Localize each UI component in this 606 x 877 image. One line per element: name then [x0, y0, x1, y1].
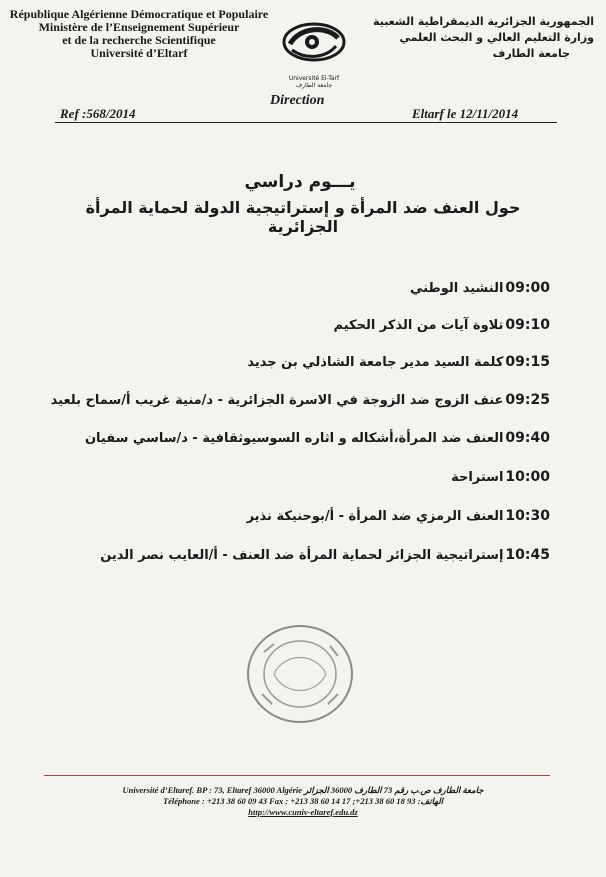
program-text: عنف الزوج ضد الزوجة في الاسرة الجزائرية - د/منية غريب أ/سماح بلعيد: [50, 393, 504, 408]
program-time: 10:45: [505, 547, 550, 563]
header-ar-line2: وزارة التعليم العالي و البحث العلمي: [399, 31, 594, 44]
program-text: تلاوة آيات من الذكر الحكيم: [333, 318, 504, 333]
footer-address: Université d’Eltaref. BP : 73, Eltaref 36000 Algérie جامعة الطارف ص.ب رقم 73 الطارف 36000 الجزائر: [122, 785, 484, 795]
program-text: النشيد الوطني: [410, 281, 504, 296]
program-text: إستراتيجية الجزائر لحماية المرأة ضد العنف - أ/العايب نصر الدين: [100, 548, 504, 563]
program-item: [410, 280, 550, 296]
program-item: [334, 317, 550, 333]
event-subtitle: حول العنف ضد المرأة و إستراتيجية الدولة لحماية المرأة الجزائرية: [85, 198, 521, 236]
header-fr-line1: République Algérienne Démocratique et Populaire: [9, 7, 269, 21]
program-time: 09:15: [505, 354, 550, 370]
place-date: Eltarf le 12/11/2014: [412, 106, 519, 121]
official-stamp: [244, 622, 356, 726]
program-time: 09:25: [505, 392, 550, 408]
header-ar-university: جامعة الطارف: [492, 47, 570, 60]
program-text: العنف ضد المرأة،أشكاله و اثاره السوسيوثقافية - د/ساسي سفيان: [84, 431, 504, 446]
program-item: [247, 354, 550, 370]
header-fr-line2: Ministère de l’Enseignement Supérieur: [38, 20, 240, 34]
direction-label: Direction: [270, 93, 325, 108]
program-item: [247, 508, 550, 524]
program-time: 10:30: [505, 508, 550, 524]
reference-number: Ref :568/2014: [60, 106, 136, 121]
program-item: [85, 430, 550, 446]
program-time: 09:00: [505, 280, 550, 296]
program-item: [100, 547, 550, 563]
event-title: يـــوم دراسي: [244, 172, 356, 192]
program-time: 10:00: [505, 469, 550, 485]
program-time: 09:10: [505, 317, 550, 333]
header-fr-university: Université d’Eltarf: [90, 46, 188, 60]
header-fr-line3: et de la recherche Scientifique: [62, 33, 216, 47]
logo-caption-ar: جامعة الطارف: [295, 82, 333, 89]
program-item: [51, 392, 550, 408]
program-text: استراحة: [451, 470, 504, 485]
logo-caption: Université El-Tarf: [288, 75, 340, 82]
program-item: [451, 469, 550, 485]
footer-website-link[interactable]: http://www.cuniv-eltaref.edu.dz: [248, 807, 358, 817]
footer-phone: Téléphone : +213 38 60 09 43 Fax : +213 38 60 14 17 ;+213 38 60 18 93 :الهاتف: [162, 796, 444, 806]
header-ar-line1: الجمهورية الجزائرية الديمقراطية الشعبية: [373, 15, 594, 28]
program-text: العنف الرمزي ضد المرأة - أ/بوحنيكة نذير: [246, 509, 504, 524]
footer-rule: [44, 775, 550, 776]
program-time: 09:40: [505, 430, 550, 446]
footer: [40, 785, 566, 818]
stamp-seal-icon: [244, 622, 356, 726]
program-text: كلمة السيد مدير جامعة الشاذلي بن جديد: [247, 355, 504, 370]
